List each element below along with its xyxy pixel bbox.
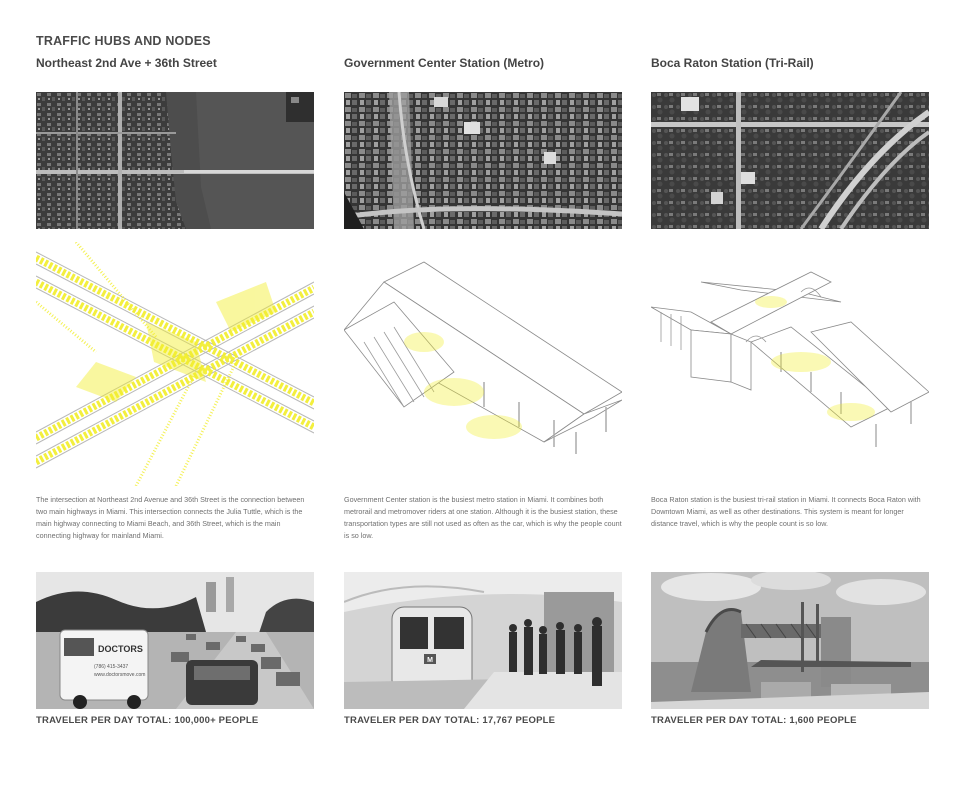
metro-station-diagram bbox=[344, 242, 622, 486]
van-url-text: www.doctorsmove.com bbox=[94, 672, 146, 678]
traffic-photo bbox=[36, 572, 314, 709]
metro-train-photo bbox=[344, 572, 622, 709]
page-heading: TRAFFIC HUBS AND NODES bbox=[36, 34, 211, 48]
column-title: Boca Raton Station (Tri-Rail) bbox=[651, 56, 814, 70]
hub-column-boca-raton bbox=[651, 0, 929, 792]
aerial-photo bbox=[651, 92, 929, 229]
van-phone-text: (786) 415-3437 bbox=[94, 664, 129, 670]
traveler-total: TRAVELER PER DAY TOTAL: 1,600 PEOPLE bbox=[651, 715, 857, 726]
hub-column-government-center bbox=[344, 0, 622, 792]
aerial-photo bbox=[36, 92, 314, 229]
tri-rail-station-diagram bbox=[651, 242, 929, 486]
column-title: Northeast 2nd Ave + 36th Street bbox=[36, 56, 217, 70]
intersection-diagram bbox=[36, 242, 314, 486]
column-description: Government Center station is the busiest metro station in Miami. It combines both metrorail and metromover riders at one station. Although it is the busiest station, these transportation types are still not used as often as the car, which is why the people count is so low. bbox=[344, 495, 622, 540]
tri-rail-station-photo bbox=[651, 572, 929, 709]
aerial-photo bbox=[344, 92, 622, 229]
traveler-total: TRAVELER PER DAY TOTAL: 100,000+ PEOPLE bbox=[36, 715, 259, 726]
train-badge: M bbox=[427, 657, 433, 664]
column-description: Boca Raton station is the busiest tri-rail station in Miami. It connects Boca Raton with Downtown Miami, as well as other destinations. This system is meant for longer distance travel, which is why the people count is so low. bbox=[651, 495, 921, 528]
van-logo-text: DOCTORS bbox=[98, 644, 143, 654]
column-description: The intersection at Northeast 2nd Avenue and 36th Street is the connection between two main highways in Miami. This intersection connects the Julia Tuttle, which is the main highway connecting to Miami Beach, and 36th Street, which is the main connecting highway for mainland Miami. bbox=[36, 495, 305, 540]
hub-column-intersection bbox=[36, 0, 314, 792]
column-title: Government Center Station (Metro) bbox=[344, 56, 545, 70]
traveler-total: TRAVELER PER DAY TOTAL: 17,767 PEOPLE bbox=[344, 715, 556, 726]
